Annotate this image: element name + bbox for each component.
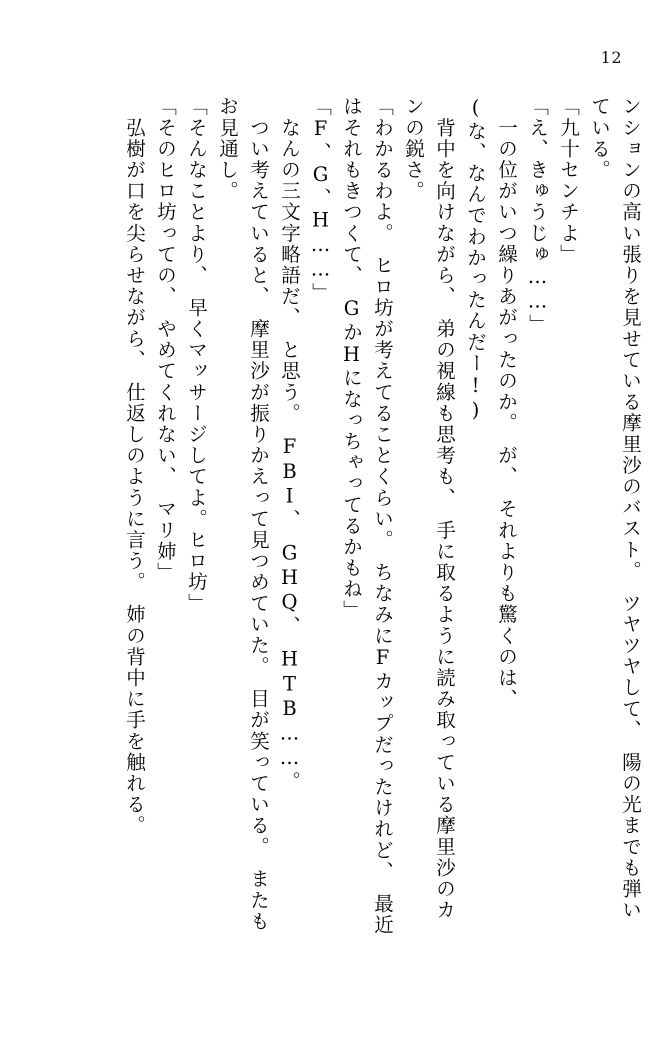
text-line: 「え、きゅうじゅ……」 [526,96,549,336]
text-line: 「F、G、H……」 [309,96,332,304]
text-line: 背中を向けながら、 弟の視線も思考も、 手に取るように読み取っている摩里沙のカ [433,96,456,921]
text-line: 「そのヒロ坊っての、 やめてくれない、 マリ姉」 [154,96,177,583]
text-line: ンの鋭さ。 [402,96,425,202]
page-number: 12 [600,48,622,67]
text-line: ている。 [588,96,611,181]
text-line: はそれもきつくて、 GかHになっちゃってるかもね」 [340,96,363,621]
text-line: 弘樹が口を尖らせながら、 仕返しのように言う。 姉の背中に手を触れる。 [123,96,146,837]
text-line: 「九十センチよ」 [557,96,580,265]
text-line: お見通し。 [216,96,239,202]
text-line: 「わかるわよ。 ヒロ坊が考えてることくらい。 ちなみにFカップだったけれど、 最近 [371,96,394,936]
text-line: ンションの高い張りを見せている摩里沙のバスト。 ツヤツヤして、 陽の光までも弾い [619,96,642,921]
text-line: つい考えていると、 摩里沙が振りかえって見つめていた。 目が笑っている。 またも [247,96,270,932]
text-line: 一の位がいつ繰りあがったのか。 が、 それよりも驚くのは、 [495,96,518,710]
text-line: 「そんなことより、 早くマッサージしてよ。ヒロ坊」 [185,96,208,614]
text-line: なんの三文字略語だ、 と思う。 FBI、 GHQ、 HTB……。 [278,96,301,792]
vertical-text-body [28,96,640,1016]
text-line: (な、なんでわかったんだー!) [464,96,487,423]
